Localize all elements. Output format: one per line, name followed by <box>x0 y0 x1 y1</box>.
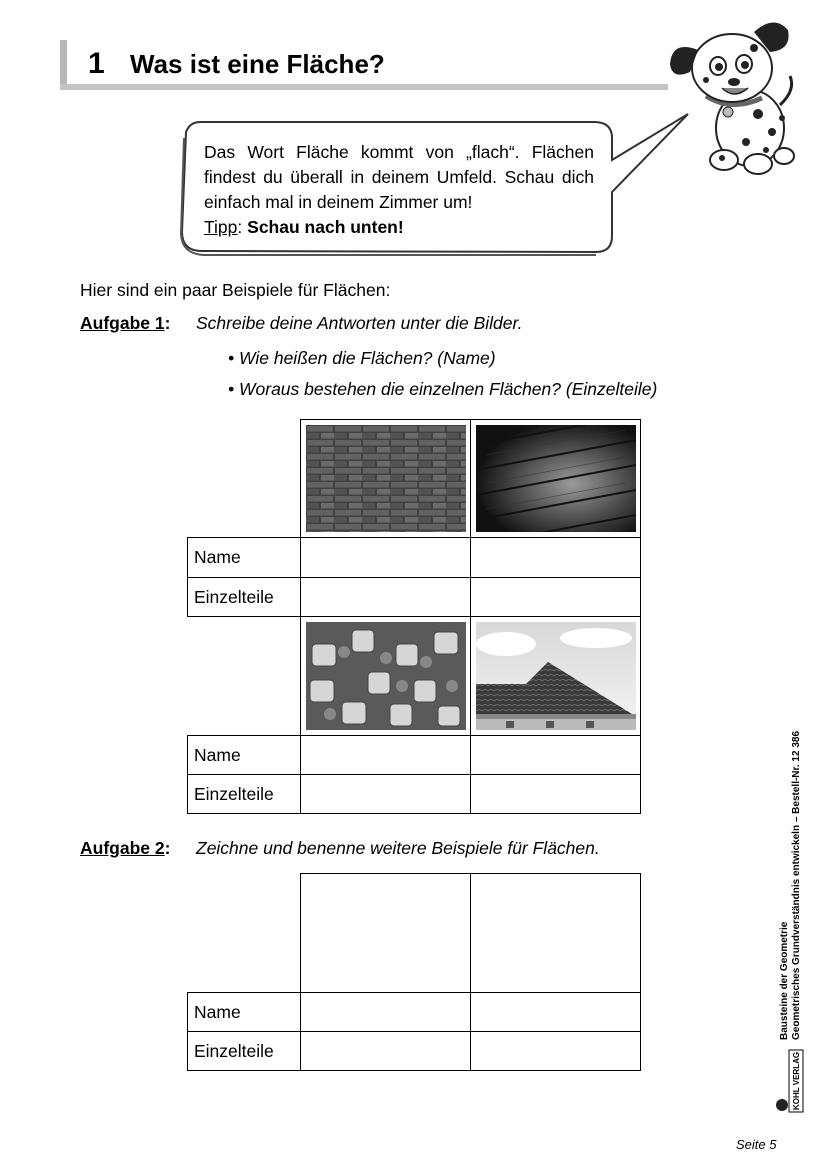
task2-instruction: Zeichne und benenne weitere Beispiele für Flächen. <box>196 838 600 858</box>
task1-label-text: Aufgabe 1 <box>80 313 165 333</box>
side-title: Bausteine der Geometrie <box>779 921 790 1040</box>
header-left-stripe <box>60 40 67 90</box>
row-label-name: Name <box>187 735 301 775</box>
task1-bullet-name: • Wie heißen die Flächen? (Name) <box>228 348 496 368</box>
answer-cell[interactable] <box>300 992 471 1032</box>
side-subtitle: Geometrisches Grundverständnis entwickeln – Bestell-Nr. 12 386 <box>791 730 802 1040</box>
task1-colon: : <box>164 313 171 333</box>
answer-cell[interactable] <box>470 1031 641 1071</box>
header-bottom-stripe <box>60 84 668 90</box>
bubble-intro-text: Das Wort Fläche kommt von „flach“. Flächen findest du überall in deinem Umfeld. Schau dich einfach mal in deinem Zimmer um! <box>204 142 594 212</box>
puzzle-photo <box>306 622 466 730</box>
answer-cell[interactable] <box>470 735 641 775</box>
dalmatian-mascot-icon <box>662 10 802 178</box>
answer-cell[interactable] <box>300 537 471 578</box>
roof-photo <box>476 622 636 730</box>
task2-colon: : <box>164 838 171 858</box>
task2-label <box>80 838 170 859</box>
answer-cell[interactable] <box>300 774 471 814</box>
wood-floor-photo <box>476 425 636 532</box>
task2-label-text: Aufgabe 2 <box>80 838 165 858</box>
answer-cell[interactable] <box>300 735 471 775</box>
answer-cell[interactable] <box>470 537 641 578</box>
row-label-name: Name <box>187 992 301 1032</box>
task1-label <box>80 313 170 334</box>
answer-cell[interactable] <box>470 774 641 814</box>
speech-bubble-text <box>204 140 594 240</box>
answer-cell[interactable] <box>300 577 471 617</box>
row-label-parts: Einzelteile <box>187 577 301 617</box>
publisher-logo-text: KOHL VERLAG <box>792 1051 801 1110</box>
row-label-name: Name <box>187 537 301 578</box>
row-label-parts: Einzelteile <box>187 774 301 814</box>
tipp-separator: : <box>237 217 243 237</box>
task1-bullet-parts: • Woraus bestehen die einzelnen Flächen? (Einzelteile) <box>228 379 658 399</box>
task1-instruction: Schreibe deine Antworten unter die Bilder. <box>196 313 523 333</box>
chapter-number: 1 <box>88 47 105 80</box>
page-number: Seite 5 <box>736 1137 777 1152</box>
drawing-cell[interactable] <box>300 873 471 993</box>
drawing-cell[interactable] <box>470 873 641 993</box>
intro-text: Hier sind ein paar Beispiele für Flächen: <box>80 280 391 300</box>
tipp-label: Tipp <box>204 217 238 237</box>
row-label-parts: Einzelteile <box>187 1031 301 1071</box>
answer-cell[interactable] <box>300 1031 471 1071</box>
brick-wall-photo <box>306 425 466 532</box>
page-title: Was ist eine Fläche? <box>130 49 385 79</box>
tipp-text: Schau nach unten! <box>247 217 404 237</box>
publisher-logo-icon <box>776 1099 788 1111</box>
side-publication-info <box>760 720 820 1120</box>
answer-cell[interactable] <box>470 992 641 1032</box>
answer-cell[interactable] <box>470 577 641 617</box>
